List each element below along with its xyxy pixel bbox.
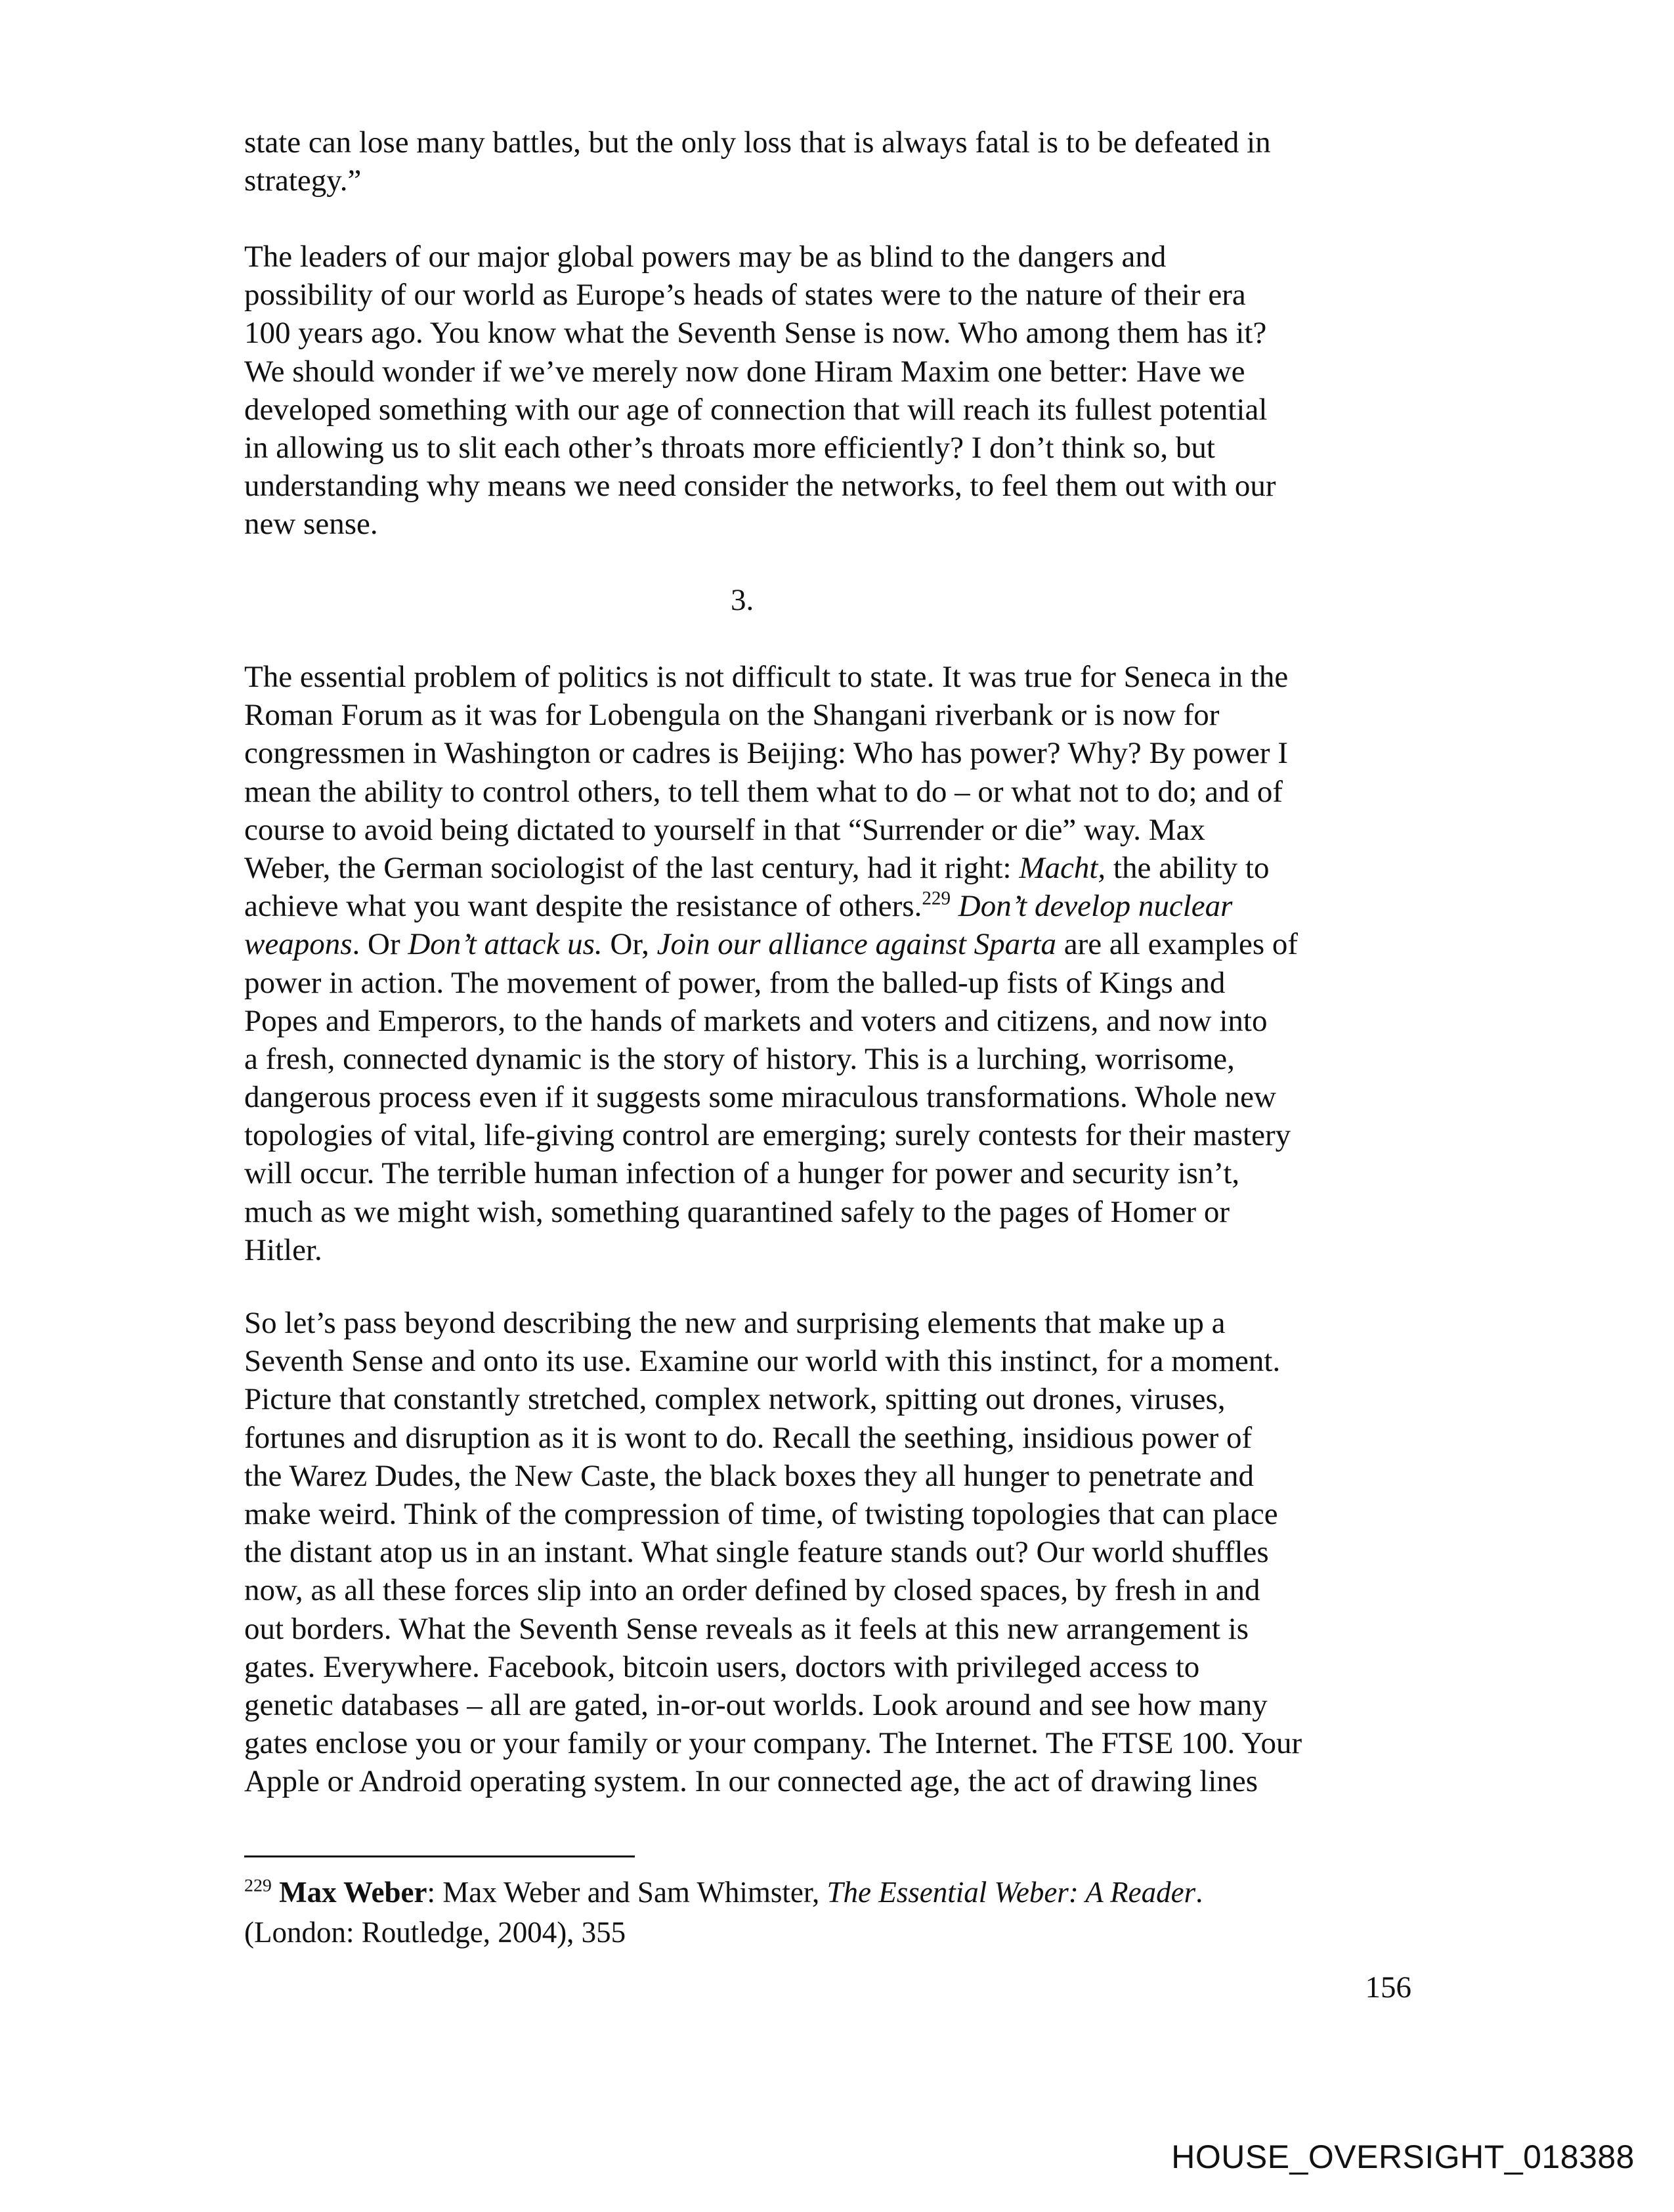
text-run: Weber, the German sociologist of the last century, had it right:: [244, 850, 1019, 885]
text-run: Roman Forum as it was for Lobengula on the Shangani riverbank or is now for: [244, 698, 1220, 733]
text-run: . Or: [352, 927, 408, 962]
text-run: course to avoid being dictated to yourself in that “Surrender or die” way. Max: [244, 812, 1205, 847]
text-run: understanding why means we need consider the networks, to feel them out with our: [244, 469, 1276, 504]
text-line: [244, 1419, 1302, 1457]
text-run: topologies of vital, life-giving control are emerging; surely contests for their mastery: [244, 1118, 1291, 1153]
footnote-ref: 229: [244, 1875, 272, 1896]
paragraph: [244, 123, 1271, 200]
text-run: state can lose many battles, but the only loss that is always fatal is to be defeated in: [244, 125, 1271, 160]
text-run: Apple or Android operating system. In our connected age, the act of drawing lines: [244, 1764, 1258, 1799]
text-line: [244, 1002, 1298, 1040]
text-run: We should wonder if we’ve merely now done Hiram Maxim one better: Have we: [244, 354, 1245, 389]
text-line: [244, 1913, 1203, 1953]
text-line: [244, 1342, 1302, 1380]
text-run: mean the ability to control others, to tell them what to do – or what not to do; and of: [244, 774, 1283, 809]
text-line: [244, 1040, 1298, 1078]
text-line: [244, 123, 1271, 162]
text-line: [244, 1610, 1302, 1648]
footnote: [244, 1873, 1203, 1953]
text-run: fortunes and disruption as it is wont to do. Recall the seething, insidious power of: [244, 1420, 1253, 1455]
text-run: The essential problem of politics is not difficult to state. It was true for Seneca in the: [244, 660, 1289, 694]
text-line: [244, 162, 1271, 200]
text-run: .: [1195, 1876, 1203, 1909]
text-line: [244, 467, 1276, 505]
text-run: out borders. What the Seventh Sense reveals as it feels at this new arrangement is: [244, 1611, 1249, 1646]
text-run: will occur. The terrible human infection of a hunger for power and security isn’t,: [244, 1156, 1240, 1191]
italic-text: Don’t develop nuclear: [958, 889, 1233, 924]
text-run: the distant atop us in an instant. What single feature stands out? Our world shuffles: [244, 1535, 1269, 1570]
text-line: [244, 925, 1298, 963]
text-line: [244, 1762, 1302, 1800]
text-run: The leaders of our major global powers may be as blind to the dangers and: [244, 240, 1167, 274]
text-line: [244, 1231, 1298, 1269]
text-run: power in action. The movement of power, from the balled-up fists of Kings and: [244, 965, 1226, 1000]
footnote-divider: [244, 1855, 635, 1857]
text-run: So let’s pass beyond describing the new and surprising elements that make up a: [244, 1306, 1226, 1340]
italic-text: The Essential Weber: A Reader: [826, 1876, 1196, 1909]
text-run: Picture that constantly stretched, complex network, spitting out drones, viruses,: [244, 1382, 1226, 1417]
text-line: [244, 1495, 1302, 1533]
text-run: the Warez Dudes, the New Caste, the black boxes they all hunger to penetrate and: [244, 1458, 1254, 1493]
text-line: [244, 849, 1298, 887]
text-line: [244, 1116, 1298, 1154]
text-line: [244, 1304, 1302, 1342]
text-line: [244, 1193, 1298, 1231]
italic-text: Macht,: [1019, 850, 1106, 885]
text-line: [244, 1457, 1302, 1495]
text-run: gates enclose you or your family or your company. The Internet. The FTSE 100. Your: [244, 1726, 1302, 1761]
text-line: [244, 238, 1276, 276]
text-run: now, as all these forces slip into an order defined by closed spaces, by fresh in and: [244, 1573, 1260, 1608]
text-line: [244, 811, 1298, 849]
text-line: [244, 1154, 1298, 1192]
text-line: [244, 773, 1298, 811]
text-run: developed something with our age of connection that will reach its fullest potential: [244, 392, 1268, 427]
text-line: [244, 353, 1276, 391]
italic-text: Don’t attack us.: [408, 927, 603, 962]
text-run: Hitler.: [244, 1232, 322, 1267]
text-line: [244, 1571, 1302, 1609]
text-line: [244, 505, 1276, 543]
text-run: Seventh Sense and onto its use. Examine our world with this instinct, for a moment.: [244, 1344, 1281, 1379]
text-run: are all examples of: [1056, 927, 1298, 962]
text-run: new sense.: [244, 507, 378, 542]
paragraph: [244, 658, 1298, 1269]
text-line: [244, 1533, 1302, 1571]
footnote-ref: 229: [922, 888, 951, 909]
text-line: [244, 964, 1298, 1002]
text-run: possibility of our world as Europe’s heads of states were to the nature of their era: [244, 278, 1246, 313]
text-line: [244, 1724, 1302, 1762]
paragraph: [244, 1304, 1302, 1800]
text-line: [244, 734, 1298, 772]
text-run: genetic databases – all are gated, in-or-out worlds. Look around and see how many: [244, 1687, 1268, 1722]
text-line: [244, 887, 1298, 925]
text-run: strategy.”: [244, 163, 362, 198]
text-run: Popes and Emperors, to the hands of markets and voters and citizens, and now into: [244, 1003, 1268, 1038]
bates-stamp: HOUSE_OVERSIGHT_018388: [1171, 2138, 1635, 2175]
bold-text: Max Weber: [279, 1876, 427, 1909]
text-run: much as we might wish, something quarantined safely to the pages of Homer or: [244, 1194, 1230, 1229]
text-line: [244, 1873, 1203, 1913]
section-heading: 3.: [731, 583, 754, 617]
text-line: [244, 696, 1298, 734]
italic-text: Join our alliance against Sparta: [656, 927, 1057, 962]
text-run: achieve what you want despite the resistance of others.: [244, 889, 922, 924]
paragraph: [244, 238, 1276, 544]
text-run: [272, 1876, 279, 1909]
italic-text: weapons: [244, 927, 353, 962]
text-run: congressmen in Washington or cadres is Beijing: Who has power? Why? By power I: [244, 736, 1288, 771]
text-line: [244, 276, 1276, 314]
text-run: make weird. Think of the compression of time, of twisting topologies that can place: [244, 1496, 1278, 1531]
text-line: [244, 658, 1298, 696]
text-run: Or,: [602, 927, 657, 962]
text-run: : Max Weber and Sam Whimster,: [427, 1876, 827, 1909]
text-run: 100 years ago. You know what the Seventh Sense is now. Who among them has it?: [244, 316, 1267, 351]
text-run: the ability to: [1105, 850, 1270, 885]
text-run: in allowing us to slit each other’s throats more efficiently? I don’t think so, but: [244, 430, 1215, 465]
text-run: [951, 889, 958, 923]
text-run: dangerous process even if it suggests some miraculous transformations. Whole new: [244, 1080, 1276, 1115]
text-line: [244, 314, 1276, 352]
text-run: (London: Routledge, 2004), 355: [244, 1916, 626, 1949]
text-line: [244, 429, 1276, 467]
text-line: [244, 1078, 1298, 1116]
text-line: [244, 1686, 1302, 1724]
text-line: [244, 1380, 1302, 1418]
text-run: a fresh, connected dynamic is the story of history. This is a lurching, worrisome,: [244, 1041, 1235, 1076]
text-run: gates. Everywhere. Facebook, bitcoin users, doctors with privileged access to: [244, 1649, 1200, 1684]
page-number: 156: [1365, 1970, 1411, 2005]
text-line: [244, 391, 1276, 429]
text-line: [244, 1648, 1302, 1686]
